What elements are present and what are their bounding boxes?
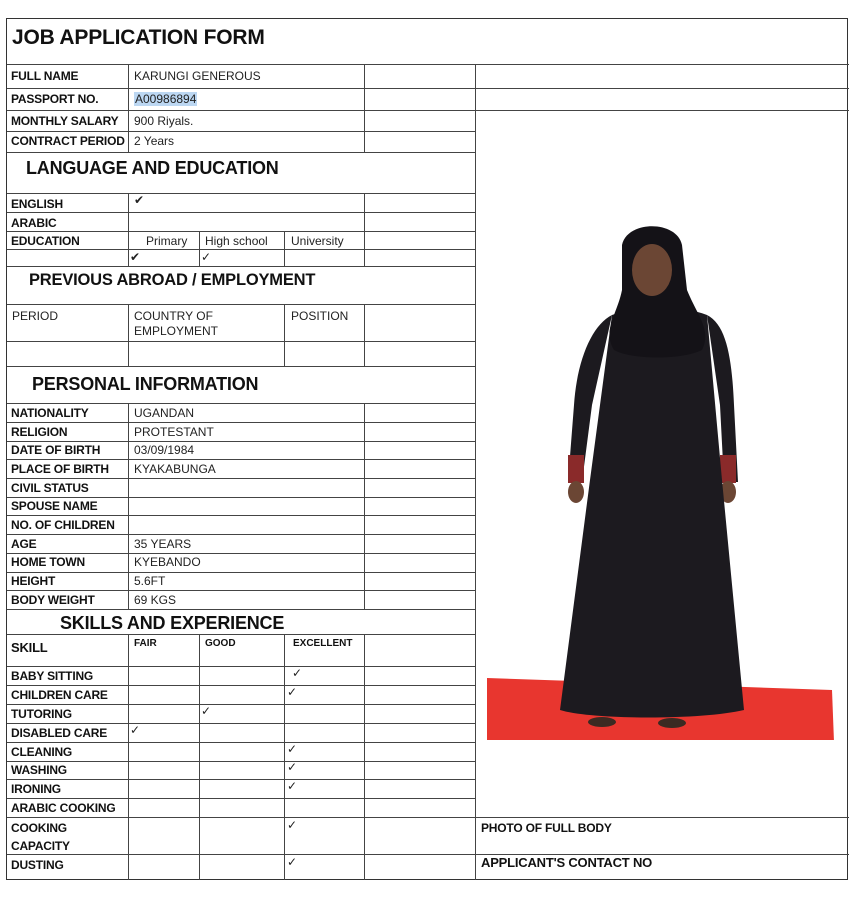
rule: [7, 704, 475, 705]
rule: [7, 193, 475, 194]
rule: [7, 572, 475, 573]
passport-value-text: A00986894: [135, 92, 197, 106]
full-name-value: KARUNGI GENEROUS: [134, 69, 261, 83]
personal-section-title: PERSONAL INFORMATION: [32, 374, 259, 394]
rule: [7, 590, 475, 591]
height-label: HEIGHT: [11, 574, 56, 588]
skills-section-title: SKILLS AND EXPERIENCE: [60, 613, 285, 633]
rule: [7, 366, 475, 367]
baby-sitting-excellent: ✓: [292, 666, 303, 680]
rule: [7, 304, 475, 305]
good-header: GOOD: [205, 638, 236, 649]
rule: [364, 403, 365, 609]
arabic-label: ARABIC: [11, 216, 57, 230]
rule: [7, 403, 475, 404]
edu-university: University: [291, 234, 344, 248]
rule: [7, 231, 475, 232]
rule: [364, 634, 365, 880]
rule: [7, 553, 475, 554]
rule: [7, 634, 475, 635]
rule: [7, 534, 475, 535]
rule: [7, 110, 849, 111]
english-check: ✔: [134, 193, 145, 207]
rule: [7, 459, 475, 460]
full-body-photo: [482, 220, 838, 740]
skill-children-care: CHILDREN CARE: [11, 688, 108, 702]
rule: [364, 193, 365, 266]
abroad-section-title: PREVIOUS ABROAD / EMPLOYMENT: [29, 271, 316, 289]
rule: [7, 64, 849, 65]
rule: [7, 515, 475, 516]
high-school-check: ✓: [201, 250, 212, 264]
face: [632, 244, 672, 296]
skill-disabled-care: DISABLED CARE: [11, 726, 108, 740]
rule: [475, 64, 476, 880]
contract-value: 2 Years: [134, 134, 175, 148]
left-hand: [568, 481, 584, 503]
rule: [364, 64, 365, 152]
dob-label: DATE OF BIRTH: [11, 443, 101, 457]
pob-label: PLACE OF BIRTH: [11, 462, 109, 476]
rule: [7, 249, 475, 250]
form-title: JOB APPLICATION FORM: [12, 26, 265, 49]
nationality-value: UGANDAN: [134, 406, 195, 420]
rule: [7, 685, 475, 686]
age-label: AGE: [11, 537, 37, 551]
rule: [7, 798, 475, 799]
rule: [7, 266, 475, 267]
passport-value: [134, 93, 197, 105]
skill-baby-sitting: BABY SITTING: [11, 669, 94, 683]
hometown-value: KYEBANDO: [134, 555, 201, 569]
religion-value: PROTESTANT: [134, 425, 214, 439]
period-header: PERIOD: [12, 309, 59, 323]
rule: [128, 304, 129, 366]
skill-cleaning: CLEANING: [11, 745, 73, 759]
rule: [7, 854, 849, 855]
cooking-excellent: ✓: [287, 818, 298, 832]
rule: [7, 779, 475, 780]
rule: [364, 304, 365, 366]
rule: [7, 441, 475, 442]
rule: [7, 152, 475, 153]
rule: [7, 212, 475, 213]
age-value: 35 YEARS: [134, 537, 192, 551]
rule: [7, 478, 475, 479]
language-section-title: LANGUAGE AND EDUCATION: [26, 158, 279, 178]
ironing-excellent: ✓: [287, 779, 298, 793]
salary-value: 900 Riyals.: [134, 114, 194, 128]
rule: [7, 341, 475, 342]
rule: [284, 231, 285, 266]
rule: [128, 64, 129, 152]
religion-label: RELIGION: [11, 425, 68, 439]
rule: [7, 131, 475, 132]
rule: [7, 723, 475, 724]
edu-primary: Primary: [146, 234, 188, 248]
position-header: POSITION: [291, 309, 349, 323]
skill-header: SKILL: [11, 640, 48, 655]
rule: [128, 634, 129, 880]
primary-check: ✔: [130, 250, 141, 264]
weight-label: BODY WEIGHT: [11, 593, 95, 607]
dusting-excellent: ✓: [287, 855, 298, 869]
rule: [128, 403, 129, 609]
contract-label: CONTRACT PERIOD: [11, 134, 125, 148]
rule: [7, 817, 849, 818]
skill-cooking-line2: CAPACITY: [11, 839, 70, 853]
children-label: NO. OF CHILDREN: [11, 518, 115, 532]
height-value: 5.6FT: [134, 574, 166, 588]
rule: [7, 88, 849, 89]
civil-status-label: CIVIL STATUS: [11, 481, 89, 495]
rule: [7, 497, 475, 498]
nationality-label: NATIONALITY: [11, 406, 89, 420]
rule: [199, 634, 200, 880]
salary-label: MONTHLY SALARY: [11, 114, 119, 128]
rule: [284, 304, 285, 366]
hometown-label: HOME TOWN: [11, 555, 85, 569]
rule: [7, 422, 475, 423]
photo-caption: PHOTO OF FULL BODY: [481, 821, 612, 835]
children-care-excellent: ✓: [287, 685, 298, 699]
passport-label: PASSPORT NO.: [11, 92, 99, 106]
rule: [7, 666, 475, 667]
washing-excellent: ✓: [287, 760, 298, 774]
country-header-line2: EMPLOYMENT: [134, 324, 219, 338]
edu-high-school: High school: [205, 234, 268, 248]
tutoring-good: ✓: [201, 704, 212, 718]
rule: [7, 609, 475, 610]
country-header-line1: COUNTRY OF: [134, 309, 213, 323]
rule: [199, 231, 200, 266]
rule: [7, 761, 475, 762]
left-cuff: [568, 455, 584, 483]
full-name-label: FULL NAME: [11, 69, 79, 83]
excellent-header: EXCELLENT: [293, 638, 353, 649]
rule: [128, 193, 129, 266]
right-cuff: [720, 455, 736, 483]
skill-arabic-cooking: ARABIC COOKING: [11, 801, 116, 815]
cleaning-excellent: ✓: [287, 742, 298, 756]
disabled-care-fair: ✓: [130, 723, 141, 737]
skill-washing: WASHING: [11, 763, 67, 777]
skill-ironing: IRONING: [11, 782, 61, 796]
skill-cooking-line1: COOKING: [11, 821, 67, 835]
contact-label: APPLICANT'S CONTACT NO: [481, 855, 653, 870]
rule: [284, 634, 285, 880]
right-foot: [658, 718, 686, 728]
pob-value: KYAKABUNGA: [134, 462, 216, 476]
education-label: EDUCATION: [11, 234, 80, 248]
spouse-label: SPOUSE NAME: [11, 499, 98, 513]
skill-dusting: DUSTING: [11, 858, 64, 872]
skill-tutoring: TUTORING: [11, 707, 72, 721]
fair-header: FAIR: [134, 638, 157, 649]
rule: [7, 742, 475, 743]
dob-value: 03/09/1984: [134, 443, 195, 457]
weight-value: 69 KGS: [134, 593, 177, 607]
left-foot: [588, 717, 616, 727]
english-label: ENGLISH: [11, 197, 63, 211]
